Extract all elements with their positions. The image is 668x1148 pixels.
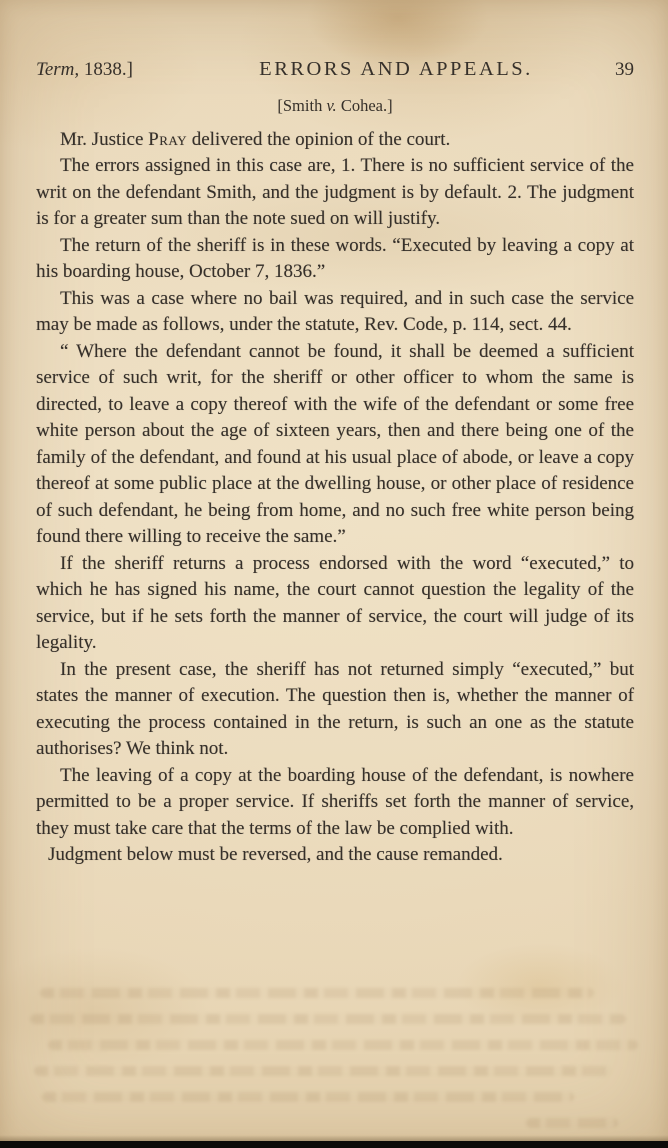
ghost-line [42,1092,574,1102]
body-paragraph: If the sheriff returns a process endorsed with the word “executed,” to which he has signed his name, the court cannot question the legality of the service, but if he sets forth the manner of service, the court will judge of its legality. [36,552,634,653]
ghost-line [48,1040,638,1050]
scan-bottom-edge [0,1141,668,1148]
page-header [36,56,634,83]
justice-name: Pray [148,129,187,150]
ghost-line [34,1066,612,1076]
caption-plaintiff: [Smith [277,96,327,115]
judgment-line: Judgment below must be reversed, and the cause remanded. [48,844,503,865]
term-date [36,57,206,83]
opinion-suffix: delivered the opinion of the court. [186,129,451,150]
opinion-prefix: Mr. Justice [60,129,149,150]
ghost-line [40,988,594,998]
term-word: Term, [36,59,80,80]
body-paragraph: In the present case, the sheriff has not returned simply “executed,” but states the manner of execution. The question then is, whether the manner of executing the process contained in the return, is such an one as the statute authorises? We think not. [36,658,634,759]
bleed-through-text [30,988,638,1138]
ghost-line [526,1118,618,1128]
caption-versus: v. [326,96,337,115]
statute-quote-paragraph: “ Where the defendant cannot be found, it shall be deemed a sufficient service of such writ, for the sheriff or other officer to whom the same is directed, to leave a copy thereof with the wife of the defendant or some free white person about the age of sixteen years, then and there being one of the family of the defendant, and found at his usual place of abode, or leave a copy thereof at some public place at the dwelling house, or other place of residence of such defendant, he being from home, and no such free white person being found there willing to receive the same.” [36,340,634,547]
opinion-attribution-line [36,126,634,153]
case-caption [36,95,634,117]
body-paragraph: The leaving of a copy at the boarding house of the defendant, is nowhere permitted to be a proper service. If sheriffs set forth the manner of service, they must take care that the terms of the law be complied with. [36,764,634,839]
caption-defendant: Cohea.] [336,96,393,115]
ghost-line [30,1014,626,1024]
body-paragraph: The errors assigned in this case are, 1. There is no sufficient service of the writ on the defendant Smith, and the judgment is by default. 2. The judgment is for a greater sum than the note sued on will justify. [36,155,634,229]
term-year: 1838.] [79,59,133,80]
running-title: ERRORS AND APPEALS. [259,58,533,80]
body-paragraph: This was a case where no bail was required, and in such case the service may be made as follows, under the statute, Rev. Code, p. 114, sect. 44. [36,287,634,335]
page-number: 39 [615,59,634,80]
body-paragraph: The return of the sheriff is in these words. “Executed by leaving a copy at his boarding house, October 7, 1836.” [36,234,634,282]
